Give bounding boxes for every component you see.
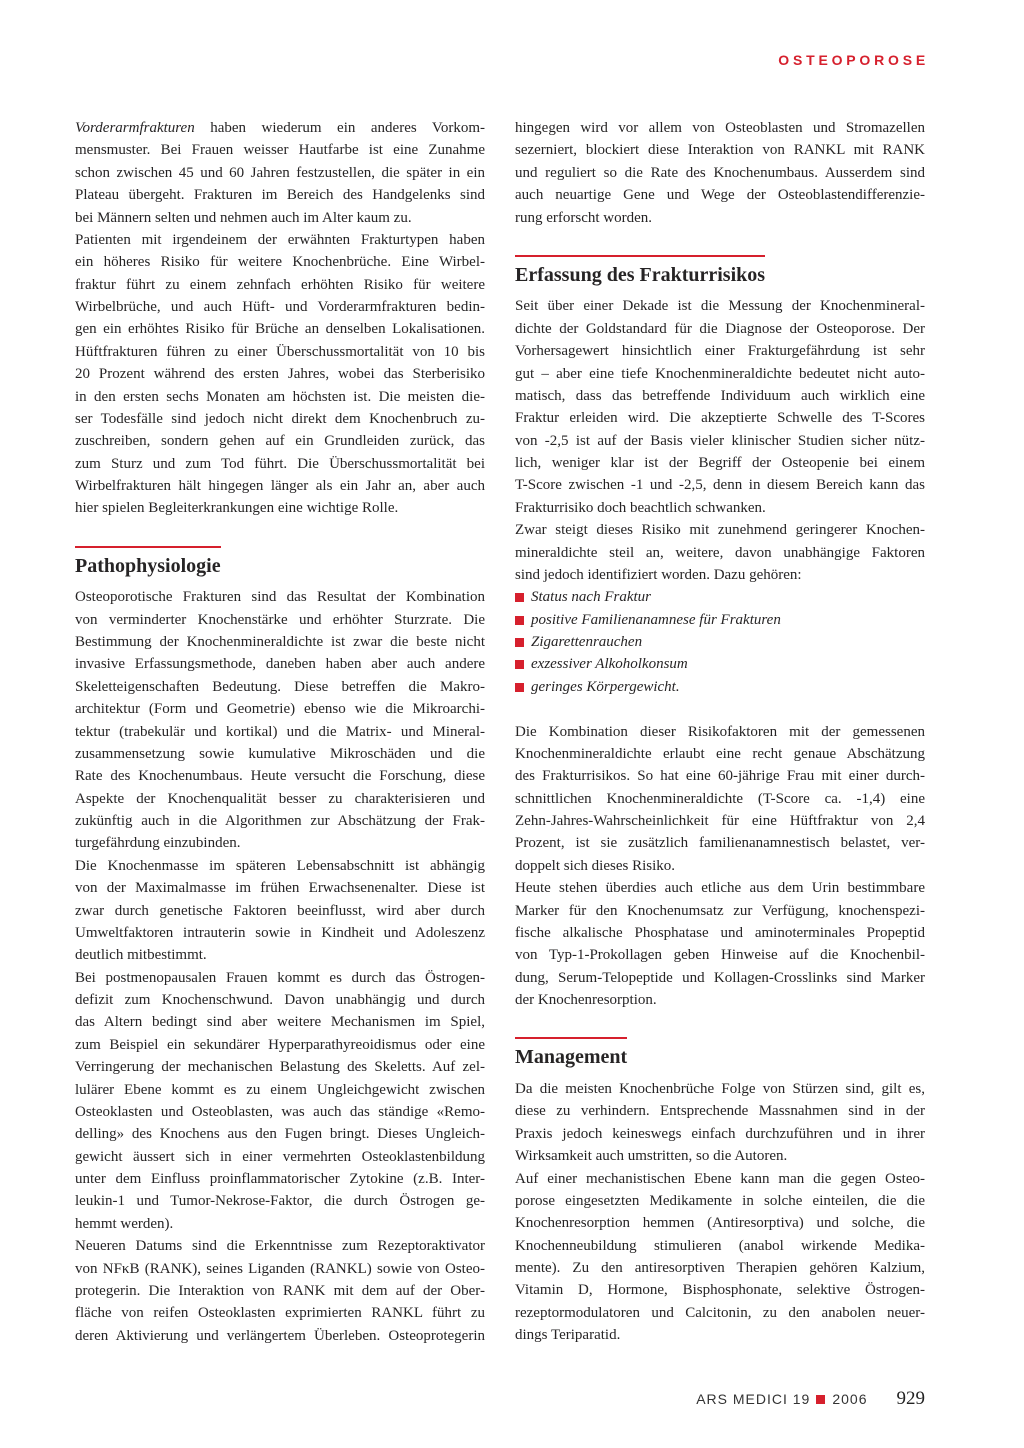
column-right: [515, 117, 925, 1347]
list-item: [515, 653, 925, 675]
text-line: Vorhersagewert hinsichtlich einer Frakturgefährdung ist sehr: [515, 343, 925, 360]
list-item-text: positive Familienanamnese für Frakturen: [531, 611, 781, 628]
text-line: dings Teriparatid.: [515, 1327, 621, 1344]
text-line: mente). Zu den antiresorptiven Therapien gehören Kalzium,: [515, 1260, 925, 1277]
text-line: Osteoporotische Frakturen sind das Resultat der Kombination: [75, 589, 485, 606]
square-bullet-icon: [515, 683, 524, 692]
text-line: sind jedoch identifiziert worden. Dazu gehören:: [515, 566, 802, 583]
section-heading-group: [515, 255, 765, 287]
text-line: Rate des Knochenumbaus. Heute versucht die Forschung, diese: [75, 768, 485, 785]
text-line: von Typ-1-Prokollagen geben Hinweise auf die Knochenbil-: [515, 947, 925, 964]
section-heading-group: [75, 546, 221, 578]
text-line: unter dem Einfluss proinflammatorischer Zytokine (z.B. Inter-: [75, 1171, 485, 1188]
text-line: gut – aber eine tiefe Knochenmineraldichte bedeutet nicht auto-: [515, 365, 925, 382]
text-line: Hüftfrakturen führen zu einer Überschussmortalität von 10 bis: [75, 343, 485, 360]
bullet-list: [515, 586, 925, 698]
heading-rule: [75, 546, 221, 548]
emphasized-text: Vorderarmfrakturen: [75, 120, 195, 136]
text-line: zuschreiben, sondern gehen auf ein Grundleiden zurück, das: [75, 433, 485, 450]
text-line: ein höheres Risiko für weitere Knochenbrüche. Eine Wirbel-: [75, 254, 485, 271]
text-line: Patienten mit irgendeinem der erwähnten Frakturtypen haben: [75, 231, 485, 248]
text-line: und reguliert so die Rate des Knochenumbaus. Ausserdem sind: [515, 164, 925, 181]
paragraph: [515, 1078, 925, 1168]
text-line: Osteoklasten und Osteoblasten, was auch das ständige «Remo-: [75, 1103, 485, 1120]
text-line: ser Todesfälle sind jedoch nicht direkt dem Knochenbruch zu-: [75, 410, 485, 427]
paragraph: [515, 117, 925, 229]
list-item-text: exzessiver Alkoholkonsum: [531, 656, 688, 673]
text-line: matisch, dass das betreffende Individuum auch wirklich eine: [515, 387, 925, 404]
text-line: protegerin. Die Interaktion von RANK mit dem auf der Ober-: [75, 1282, 485, 1299]
text-line: von NFκB (RANK), seines Liganden (RANKL) sowie von Osteo-: [75, 1260, 485, 1277]
heading-rule: [515, 255, 765, 257]
paragraph: [75, 586, 485, 855]
section-heading-block: [515, 1011, 925, 1078]
paragraph: [75, 967, 485, 1236]
paragraph: [75, 117, 485, 229]
journal-name: ARS MEDICI 19: [696, 1391, 811, 1407]
text-line: fläche von reifen Osteoklasten exprimierten RANKL führt zu: [75, 1305, 485, 1322]
text-line: Wirksamkeit auch umstritten, so die Autoren.: [515, 1148, 788, 1165]
text-line: dichte der Goldstandard für die Diagnose der Osteoporose. Der: [515, 320, 925, 337]
text-line: Knochenresorption hemmen (Antiresorptiva) und solche, die: [515, 1215, 925, 1232]
text-line: das Altern bedingt sind aber weitere Mechanismen im Spiel,: [75, 1014, 485, 1031]
text-line: deutlich mitbestimmt.: [75, 947, 207, 964]
text-line: Bei postmenopausalen Frauen kommt es durch das Östrogen-: [75, 969, 485, 986]
text-line: diese zu verhindern. Entsprechende Massnahmen sind in der: [515, 1103, 925, 1120]
text-line: zukünftig auch in die Algorithmen zur Abschätzung der Frak-: [75, 813, 485, 830]
text-run: haben wiederum ein anderes Vorkom-: [194, 120, 485, 136]
paragraph: [515, 877, 925, 1011]
text-line: architektur (Form und Geometrie) ebenso wie die Mikroarchi-: [75, 701, 485, 718]
text-line: doppelt sich dieses Risiko.: [515, 857, 675, 874]
text-line: [75, 117, 485, 139]
column-left: [75, 117, 485, 1347]
text-line: Neueren Datums sind die Erkenntnisse zum Rezeptoraktivator: [75, 1238, 485, 1255]
text-line: auch neuartige Gene und Wege der Osteoblastendifferenzie-: [515, 187, 925, 204]
text-line: Seit über einer Dekade ist die Messung der Knochenmineral-: [515, 298, 925, 315]
text-line: hemmt werden).: [75, 1215, 174, 1232]
section-label: OSTEOPOROSE: [778, 52, 929, 68]
paragraph: [515, 295, 925, 519]
text-line: der Knochenresorption.: [515, 992, 657, 1009]
text-line: Auf einer mechanistischen Ebene kann man die gegen Osteo-: [515, 1170, 925, 1187]
text-line: Knochenmineraldichte erlaubt eine recht genaue Abschätzung: [515, 745, 925, 762]
text-line: porose eingesetzten Medikamente in solche einteilen, die die: [515, 1192, 925, 1209]
text-line: Da die meisten Knochenbrüche Folge von Stürzen sind, gilt es,: [515, 1081, 925, 1098]
text-line: Aspekte der Knochenqualität besser zu charakterisieren und: [75, 790, 485, 807]
square-bullet-icon: [515, 593, 524, 602]
text-line: T-Score zwischen -1 und -2,5, denn in diesem Bereich kann das: [515, 477, 925, 494]
list-item: [515, 631, 925, 653]
text-line: rung erforscht worden.: [515, 209, 653, 226]
text-line: Die Knochenmasse im späteren Lebensabschnitt ist abhängig: [75, 857, 485, 874]
text-line: fraktur führt zu einem zehnfach erhöhten Risiko für weitere: [75, 276, 485, 293]
paragraph: [75, 229, 485, 520]
text-line: Knochenneubildung stimulieren (anabol wirkende Medika-: [515, 1237, 925, 1254]
paragraph: [75, 855, 485, 967]
text-line: Zehn-Jahres-Wahrscheinlichkeit für eine Hüftfraktur von 2,4: [515, 813, 925, 830]
text-line: turgefährdung einzubinden.: [75, 835, 241, 852]
section-heading-group: [515, 1037, 627, 1069]
text-line: leukin-1 und Tumor-Nekrose-Faktor, die durch Östrogen ge-: [75, 1193, 485, 1210]
list-item: [515, 586, 925, 608]
paragraph: [75, 1235, 485, 1347]
text-line: Wirbelbrüche, und auch Hüft- und Vorderarmfrakturen bedin-: [75, 299, 485, 315]
text-line: Frakturrisiko doch beachtlich schwanken.: [515, 499, 766, 516]
text-line: von verminderter Knochenstärke und erhöhter Sturzrate. Die: [75, 611, 485, 628]
text-line: Plateau übergeht. Frakturen im Bereich des Handgelenks sind: [75, 187, 485, 204]
text-line: defizit zum Knochenschwund. Davon unabhängig und durch: [75, 992, 485, 1009]
text-line: schnittlichen Knochenmineraldichte (T-Score ca. -1,4) eine: [515, 790, 925, 807]
text-line: gewicht äussert sich in einer vermehrten Osteoklastenbildung: [75, 1148, 485, 1165]
text-line: lulärer Ebene kommt es zu einem Ungleichgewicht zwischen: [75, 1081, 485, 1098]
text-line: zusammensetzung sowie kumulative Mikroschäden und die: [75, 745, 485, 762]
text-line: Marker für den Knochenumsatz zur Verfügung, knochenspezi-: [515, 902, 925, 919]
text-line: zwar durch genetische Faktoren beeinflusst, wird aber durch: [75, 902, 485, 919]
paragraph: [515, 519, 925, 586]
list-item: [515, 676, 925, 698]
text-line: in den ersten sechs Monaten am höchsten ist. Die meisten die-: [75, 388, 485, 405]
text-line: zum Sturz und zum Tod führt. Die Überschussmortalität bei: [75, 455, 485, 472]
text-line: Praxis jedoch keineswegs einfach durchzuführen und in ihrer: [515, 1125, 925, 1142]
page-footer: [696, 1388, 925, 1412]
text-line: Heute stehen überdies auch etliche aus dem Urin bestimmbare: [515, 880, 925, 897]
text-line: Wirbelfrakturen hält hingegen länger als ein Jahr an, aber auch: [75, 478, 485, 494]
section-heading-block: [515, 229, 925, 296]
text-line: dung, Serum-Telopeptide und Kollagen-Crosslinks sind Marker: [515, 969, 925, 986]
text-line: von -2,5 ist auf der Basis vieler klinischer Studien sicher nütz-: [515, 432, 925, 449]
text-line: zum Beispiel ein sekundärer Hyperparathyreoidismus oder eine: [75, 1036, 485, 1053]
issue-year: 2006: [832, 1391, 868, 1407]
text-line: gen ein erhöhtes Risiko für Brüche an denselben Lokalisationen.: [75, 321, 485, 338]
paragraph: [515, 721, 925, 878]
list-item-text: Status nach Fraktur: [531, 589, 651, 606]
list-item-text: geringes Körpergewicht.: [531, 678, 680, 695]
heading-rule: [515, 1037, 627, 1039]
text-line: Verringerung der mechanischen Belastung des Skeletts. Auf zel-: [75, 1059, 485, 1076]
text-line: Fraktur erleiden wird. Die akzeptierte Schwelle des T-Scores: [515, 410, 925, 427]
text-line: rezeptormodulatoren und Calcitonin, zu den anabolen neuer-: [515, 1304, 925, 1321]
text-line: von der Maximalmasse im frühen Erwachsenenalter. Diese ist: [75, 880, 485, 897]
square-bullet-icon: [515, 638, 524, 647]
text-line: Vitamin D, Hormone, Bisphosphonate, selektive Östrogen-: [515, 1282, 925, 1299]
text-line: mensmuster. Bei Frauen weisser Hautfarbe ist eine Zunahme: [75, 142, 485, 159]
square-bullet-icon: [515, 660, 524, 669]
text-line: Bestimmung der Knochenmineraldichte ist zwar die beste nicht: [75, 634, 485, 651]
section-heading-block: [75, 520, 485, 587]
text-line: invasive Erfassungsmethode, daneben haben aber auch andere: [75, 656, 485, 673]
text-line: delling» des Knochens aus den Fugen bringt. Dieses Ungleich-: [75, 1126, 485, 1143]
text-line: Zwar steigt dieses Risiko mit zunehmend geringerer Knochen-: [515, 522, 925, 539]
page-number: 929: [896, 1388, 925, 1409]
text-line: deren Aktivierung und verlängertem Überleben. Osteoprotegerin: [75, 1327, 485, 1344]
text-line: Prozent, ist sie zusätzlich familienanamnestisch belastet, ver-: [515, 835, 925, 852]
text-line: mineraldichte steil an, weitere, davon unabhängige Faktoren: [515, 544, 925, 561]
text-line: des Frakturrisikos. So hat eine 60-jährige Frau mit einer durch-: [515, 768, 925, 785]
text-line: Umweltfaktoren intrauterin sowie in Kindheit und Adoleszenz: [75, 924, 485, 941]
text-line: sezerniert, blockiert diese Interaktion von RANKL mit RANK: [515, 142, 925, 159]
text-line: bei Männern selten und nehmen auch im Alter kaum zu.: [75, 209, 412, 226]
text-line: hingegen wird vor allem von Osteoblasten und Stromazellen: [515, 120, 925, 136]
text-line: 20 Prozent während des ersten Jahres, wobei das Sterberisiko: [75, 366, 485, 383]
text-line: hier spielen Begleiterkrankungen eine wichtige Rolle.: [75, 500, 399, 517]
text-line: Skeletteigenschaften Bedeutung. Diese betreffen die Makro-: [75, 678, 485, 695]
section-heading: Erfassung des Frakturrisikos: [515, 263, 766, 286]
text-line: fische alkalische Phosphatase und aminoterminales Propeptid: [515, 924, 925, 941]
list-item: [515, 609, 925, 631]
text-line: schon zwischen 45 und 60 Jahren festzustellen, die später in ein: [75, 164, 485, 181]
section-heading: Pathophysiologie: [75, 554, 221, 577]
paragraph: [515, 1168, 925, 1347]
list-item-text: Zigarettenrauchen: [531, 634, 643, 651]
square-separator-icon: [816, 1395, 825, 1404]
text-line: tektur (trabekulär und kortikal) und die Matrix- und Mineral-: [75, 723, 485, 740]
text-line: Die Kombination dieser Risikofaktoren mit der gemessenen: [515, 723, 925, 740]
text-line: lich, weniger klar ist der Begriff der Osteopenie bei einem: [515, 455, 925, 472]
section-heading: Management: [515, 1046, 628, 1069]
square-bullet-icon: [515, 616, 524, 625]
